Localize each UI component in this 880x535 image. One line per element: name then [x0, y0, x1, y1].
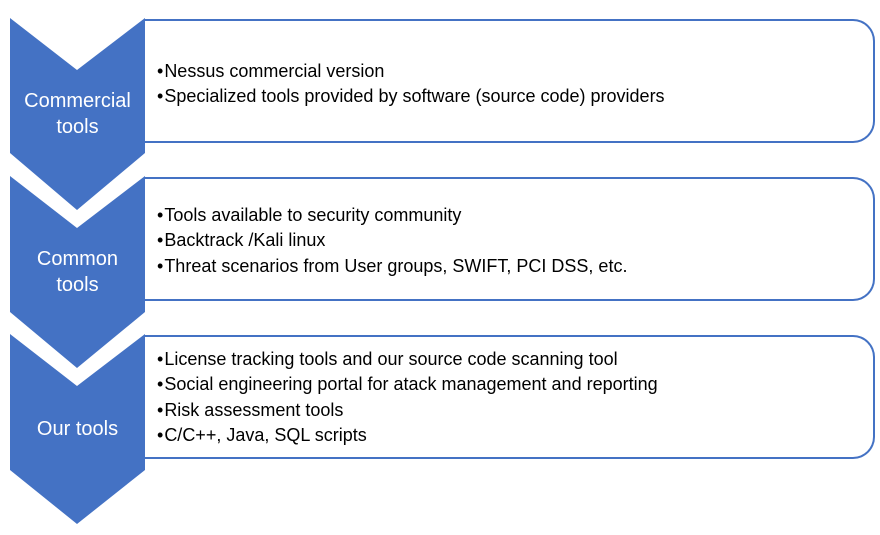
list-item: • License tracking tools and our source code scanning tool	[157, 347, 873, 372]
list-item: • C/C++, Java, SQL scripts	[157, 423, 873, 448]
stage-box-commercial-tools	[145, 19, 875, 143]
list-item: • Threat scenarios from User groups, SWIFT, PCI DSS, etc.	[157, 254, 873, 279]
stage-list-common-tools	[157, 203, 873, 279]
list-item: • Specialized tools provided by software (source code) providers	[157, 84, 873, 109]
stage-list-our-tools	[157, 347, 873, 448]
list-item: • Tools available to security community	[157, 203, 873, 228]
stage-list-commercial-tools	[157, 59, 873, 110]
list-item: • Social engineering portal for atack management and reporting	[157, 372, 873, 397]
list-item: • Risk assessment tools	[157, 398, 873, 423]
stage-label-commercial-tools: Commercial tools	[24, 90, 131, 138]
stage-box-our-tools	[145, 335, 875, 459]
list-item: • Nessus commercial version	[157, 59, 873, 84]
stage-box-common-tools	[145, 177, 875, 301]
list-item: • Backtrack /Kali linux	[157, 228, 873, 253]
stage-label-our-tools: Our tools	[36, 418, 119, 440]
stage-label-common-tools: Common tools	[36, 248, 119, 296]
